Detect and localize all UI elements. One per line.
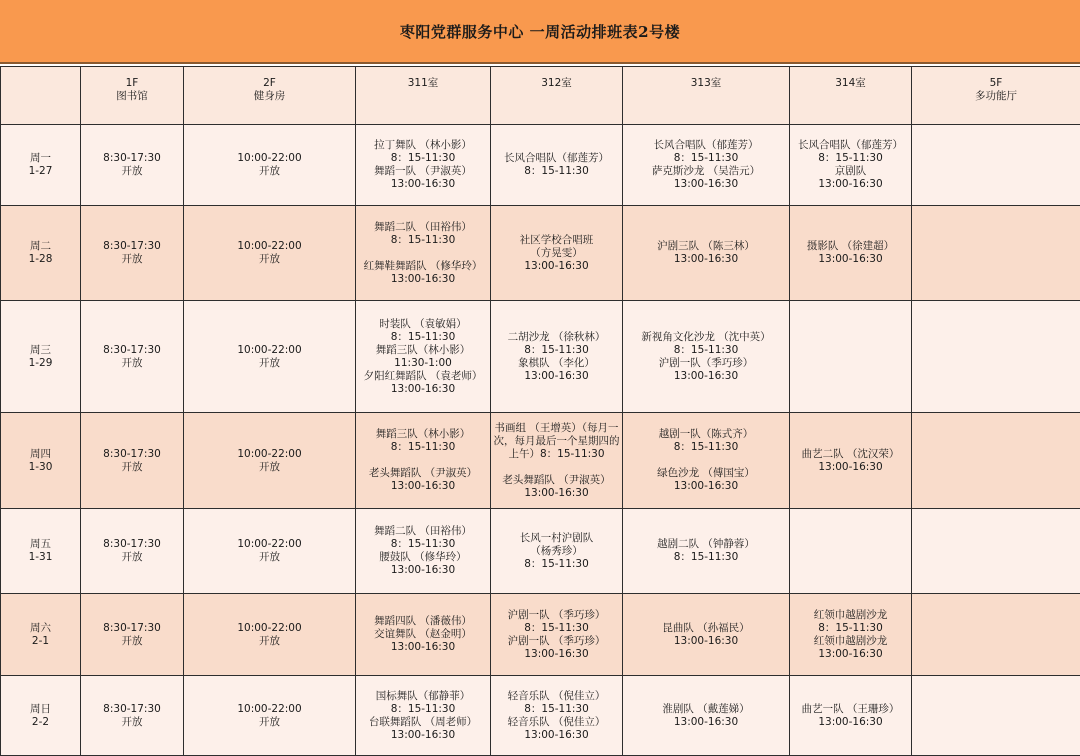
- cell-text: 13:00-16:30: [358, 564, 488, 577]
- cell-text: 健身房: [186, 90, 353, 103]
- cell-text: 1F: [83, 77, 181, 90]
- cell-text: 沪剧一队（季巧珍）: [625, 357, 787, 370]
- cell-text: 8：15-11:30: [493, 703, 620, 716]
- schedule-cell: [356, 206, 491, 301]
- cell-text: 曲艺一队 （王珊珍）: [792, 703, 909, 716]
- schedule-table: [0, 66, 1080, 756]
- cell-text: 8:30-17:30: [83, 240, 181, 253]
- cell-text: 越剧二队 （钟静蓉）: [625, 538, 787, 551]
- cell-text: 1-27: [3, 165, 78, 178]
- cell-text: 13:00-16:30: [625, 253, 787, 266]
- schedule-cell: [790, 509, 912, 594]
- cell-text: 周六: [3, 622, 78, 635]
- schedule-cell: [81, 594, 184, 676]
- cell-text: 轻音乐队 （倪佳立）: [493, 690, 620, 703]
- header-room-312: [491, 67, 623, 125]
- cell-text: 越剧一队（陈式齐）: [625, 428, 787, 441]
- day-cell: [1, 509, 81, 594]
- schedule-cell: [790, 125, 912, 206]
- cell-text: 13:00-16:30: [792, 253, 909, 266]
- cell-text: 萨克斯沙龙 （吴浩元）: [625, 165, 787, 178]
- cell-text: 沪剧一队 （季巧珍）: [493, 635, 620, 648]
- cell-text: 夕阳红舞蹈队 （袁老师）: [358, 370, 488, 383]
- schedule-cell: [184, 676, 356, 756]
- schedule-cell: [356, 676, 491, 756]
- cell-text: 13:00-16:30: [358, 729, 488, 742]
- cell-text: 红领巾越剧沙龙: [792, 609, 909, 622]
- schedule-cell: [790, 206, 912, 301]
- cell-text: 13:00-16:30: [625, 480, 787, 493]
- schedule-cell: [623, 301, 790, 413]
- schedule-cell: [184, 301, 356, 413]
- schedule-cell: [491, 413, 623, 509]
- cell-text: 多功能厅: [914, 90, 1078, 103]
- cell-text: 8：15-11:30: [358, 234, 488, 247]
- cell-text: 8:30-17:30: [83, 152, 181, 165]
- schedule-cell: [912, 125, 1080, 206]
- cell-text: 舞蹈一队 （尹淑英）: [358, 165, 488, 178]
- header-2f-gym: [184, 67, 356, 125]
- cell-text: 13:00-16:30: [358, 480, 488, 493]
- schedule-cell: [790, 301, 912, 413]
- schedule-cell: [623, 413, 790, 509]
- cell-text: 摄影队 （徐建超）: [792, 240, 909, 253]
- schedule-cell: [491, 206, 623, 301]
- day-cell: [1, 413, 81, 509]
- schedule-cell: [790, 413, 912, 509]
- cell-text: 313室: [625, 77, 787, 90]
- cell-text: 淮剧队 （戴莲娣）: [625, 703, 787, 716]
- schedule-cell: [184, 413, 356, 509]
- cell-text: 13:00-16:30: [792, 461, 909, 474]
- cell-text: 8:30-17:30: [83, 344, 181, 357]
- cell-text: 交谊舞队 （赵金明）: [358, 628, 488, 641]
- table-row: [1, 206, 1080, 301]
- cell-text: 1-31: [3, 551, 78, 564]
- schedule-cell: [790, 676, 912, 756]
- cell-text: 舞蹈四队 （潘薇伟）: [358, 615, 488, 628]
- cell-text: 10:00-22:00: [186, 622, 353, 635]
- cell-text: （方晃雯）: [493, 247, 620, 260]
- cell-text: 开放: [186, 165, 353, 178]
- table-row: [1, 676, 1080, 756]
- schedule-cell: [491, 676, 623, 756]
- schedule-cell: [912, 301, 1080, 413]
- cell-text: 8：15-11:30: [493, 558, 620, 571]
- cell-text: 8：15-11:30: [358, 152, 488, 165]
- cell-text: 象棋队 （李化）: [493, 357, 620, 370]
- cell-text: 13:00-16:30: [792, 648, 909, 661]
- cell-text: 国标舞队（郁静菲）: [358, 690, 488, 703]
- cell-text: 13:00-16:30: [358, 178, 488, 191]
- cell-text: 红舞鞋舞蹈队 （修华玲）: [358, 260, 488, 273]
- cell-text: 开放: [186, 461, 353, 474]
- schedule-cell: [623, 594, 790, 676]
- cell-text: 新视角文化沙龙 （沈中英）: [625, 331, 787, 344]
- schedule-cell: [623, 509, 790, 594]
- cell-text: 舞蹈三队（林小影）: [358, 428, 488, 441]
- cell-text: 轻音乐队 （倪佳立）: [493, 716, 620, 729]
- cell-text: 台联舞蹈队 （周老师）: [358, 716, 488, 729]
- schedule-cell: [790, 594, 912, 676]
- cell-text: 开放: [83, 716, 181, 729]
- schedule-cell: [912, 509, 1080, 594]
- cell-text: 8:30-17:30: [83, 622, 181, 635]
- cell-text: 长风合唱队（郁莲芳）: [792, 139, 909, 152]
- cell-text: 开放: [186, 253, 353, 266]
- cell-text: 8：15-11:30: [358, 538, 488, 551]
- cell-text: 开放: [83, 357, 181, 370]
- header-row: [1, 67, 1080, 125]
- cell-text: 腰鼓队 （修华玲）: [358, 551, 488, 564]
- cell-text: 2-1: [3, 635, 78, 648]
- schedule-cell: [491, 301, 623, 413]
- cell-text: 311室: [358, 77, 488, 90]
- schedule-cell: [81, 676, 184, 756]
- cell-text: 13:00-16:30: [493, 370, 620, 383]
- cell-text: 开放: [186, 357, 353, 370]
- header-5f-hall: [912, 67, 1080, 125]
- cell-text: 8：15-11:30: [625, 551, 787, 564]
- day-cell: [1, 676, 81, 756]
- schedule-cell: [81, 206, 184, 301]
- cell-text: 京剧队: [792, 165, 909, 178]
- table-row: [1, 125, 1080, 206]
- cell-text: 长风一村沪剧队: [493, 532, 620, 545]
- day-cell: [1, 125, 81, 206]
- schedule-cell: [912, 676, 1080, 756]
- cell-text: [358, 454, 488, 467]
- header-room-313: [623, 67, 790, 125]
- cell-text: 8:30-17:30: [83, 448, 181, 461]
- cell-text: 社区学校合唱班: [493, 234, 620, 247]
- schedule-cell: [491, 125, 623, 206]
- cell-text: 开放: [83, 635, 181, 648]
- table-row: [1, 509, 1080, 594]
- schedule-cell: [81, 509, 184, 594]
- day-cell: [1, 206, 81, 301]
- schedule-cell: [912, 594, 1080, 676]
- schedule-cell: [356, 413, 491, 509]
- cell-text: 红领巾越剧沙龙: [792, 635, 909, 648]
- day-cell: [1, 594, 81, 676]
- cell-text: 8：15-11:30: [493, 165, 620, 178]
- header-blank: [1, 67, 81, 125]
- cell-text: 13:00-16:30: [625, 370, 787, 383]
- header-room-311: [356, 67, 491, 125]
- cell-text: 老头舞蹈队 （尹淑英）: [358, 467, 488, 480]
- cell-text: 8：15-11:30: [625, 152, 787, 165]
- schedule-cell: [623, 125, 790, 206]
- cell-text: 二胡沙龙 （徐秋林）: [493, 331, 620, 344]
- cell-text: 拉丁舞队 （林小影）: [358, 139, 488, 152]
- cell-text: 2-2: [3, 716, 78, 729]
- cell-text: 周三: [3, 344, 78, 357]
- cell-text: 1-28: [3, 253, 78, 266]
- schedule-cell: [356, 301, 491, 413]
- day-cell: [1, 301, 81, 413]
- cell-text: 13:00-16:30: [358, 383, 488, 396]
- cell-text: 5F: [914, 77, 1078, 90]
- cell-text: 图书馆: [83, 90, 181, 103]
- cell-text: [358, 247, 488, 260]
- cell-text: 时装队 （袁敏娟）: [358, 318, 488, 331]
- cell-text: 8：15-11:30: [792, 152, 909, 165]
- cell-text: 8：15-11:30: [358, 441, 488, 454]
- cell-text: 8：15-11:30: [625, 441, 787, 454]
- schedule-cell: [356, 594, 491, 676]
- cell-text: 舞蹈二队 （田裕伟）: [358, 525, 488, 538]
- header-room-314: [790, 67, 912, 125]
- cell-text: 昆曲队 （孙福民）: [625, 622, 787, 635]
- cell-text: 8:30-17:30: [83, 538, 181, 551]
- cell-text: 8：15-11:30: [358, 331, 488, 344]
- cell-text: 开放: [83, 551, 181, 564]
- table-row: [1, 413, 1080, 509]
- schedule-cell: [81, 125, 184, 206]
- cell-text: 周一: [3, 152, 78, 165]
- cell-text: 8：15-11:30: [625, 344, 787, 357]
- schedule-cell: [356, 509, 491, 594]
- cell-text: 周二: [3, 240, 78, 253]
- cell-text: 2F: [186, 77, 353, 90]
- cell-text: 开放: [83, 253, 181, 266]
- cell-text: 沪剧一队 （季巧珍）: [493, 609, 620, 622]
- cell-text: 周四: [3, 448, 78, 461]
- cell-text: [625, 454, 787, 467]
- schedule-cell: [912, 413, 1080, 509]
- schedule-cell: [491, 509, 623, 594]
- schedule-title: 枣阳党群服务中心 一周活动排班表2号楼: [0, 0, 1080, 64]
- cell-text: 1-29: [3, 357, 78, 370]
- cell-text: 10:00-22:00: [186, 152, 353, 165]
- schedule-cell: [623, 206, 790, 301]
- cell-text: 舞蹈三队（林小影）: [358, 344, 488, 357]
- schedule-cell: [184, 206, 356, 301]
- cell-text: 绿色沙龙 （傅国宝）: [625, 467, 787, 480]
- cell-text: 11:30-1:00: [358, 357, 488, 370]
- schedule-cell: [184, 594, 356, 676]
- cell-text: 开放: [83, 461, 181, 474]
- cell-text: 8：15-11:30: [358, 703, 488, 716]
- cell-text: 10:00-22:00: [186, 240, 353, 253]
- cell-text: 开放: [186, 716, 353, 729]
- cell-text: 沪剧三队 （陈三林）: [625, 240, 787, 253]
- cell-text: 舞蹈二队 （田裕伟）: [358, 221, 488, 234]
- cell-text: [493, 461, 620, 474]
- cell-text: 13:00-16:30: [625, 178, 787, 191]
- cell-text: 13:00-16:30: [493, 729, 620, 742]
- cell-text: 13:00-16:30: [625, 635, 787, 648]
- cell-text: 13:00-16:30: [358, 641, 488, 654]
- cell-text: （杨秀珍）: [493, 545, 620, 558]
- cell-text: 开放: [83, 165, 181, 178]
- cell-text: 周五: [3, 538, 78, 551]
- table-row: [1, 301, 1080, 413]
- cell-text: 13:00-16:30: [792, 716, 909, 729]
- cell-text: 10:00-22:00: [186, 448, 353, 461]
- cell-text: 长风合唱队（郁莲芳）: [625, 139, 787, 152]
- schedule-cell: [912, 206, 1080, 301]
- schedule-cell: [81, 413, 184, 509]
- cell-text: 13:00-16:30: [493, 648, 620, 661]
- cell-text: 13:00-16:30: [625, 716, 787, 729]
- cell-text: 13:00-16:30: [493, 487, 620, 500]
- cell-text: 开放: [186, 635, 353, 648]
- cell-text: 8：15-11:30: [493, 344, 620, 357]
- cell-text: 10:00-22:00: [186, 538, 353, 551]
- cell-text: 10:00-22:00: [186, 703, 353, 716]
- cell-text: 老头舞蹈队 （尹淑英）: [493, 474, 620, 487]
- schedule-cell: [184, 125, 356, 206]
- cell-text: 长风合唱队（郁莲芳）: [493, 152, 620, 165]
- cell-text: 314室: [792, 77, 909, 90]
- schedule-cell: [81, 301, 184, 413]
- cell-text: 312室: [493, 77, 620, 90]
- cell-text: 13:00-16:30: [792, 178, 909, 191]
- cell-text: 13:00-16:30: [358, 273, 488, 286]
- schedule-cell: [184, 509, 356, 594]
- cell-text: 周日: [3, 703, 78, 716]
- table-row: [1, 594, 1080, 676]
- cell-text: 13:00-16:30: [493, 260, 620, 273]
- cell-text: 1-30: [3, 461, 78, 474]
- schedule-cell: [356, 125, 491, 206]
- cell-text: 曲艺二队 （沈汉荣）: [792, 448, 909, 461]
- cell-text: 书画组 （王增英）（每月一次，每月最后一个星期四的上午）8：15-11:30: [493, 422, 620, 461]
- cell-text: 开放: [186, 551, 353, 564]
- header-1f-library: [81, 67, 184, 125]
- schedule-cell: [623, 676, 790, 756]
- cell-text: 8：15-11:30: [792, 622, 909, 635]
- cell-text: 10:00-22:00: [186, 344, 353, 357]
- schedule-cell: [491, 594, 623, 676]
- cell-text: 8：15-11:30: [493, 622, 620, 635]
- cell-text: 8:30-17:30: [83, 703, 181, 716]
